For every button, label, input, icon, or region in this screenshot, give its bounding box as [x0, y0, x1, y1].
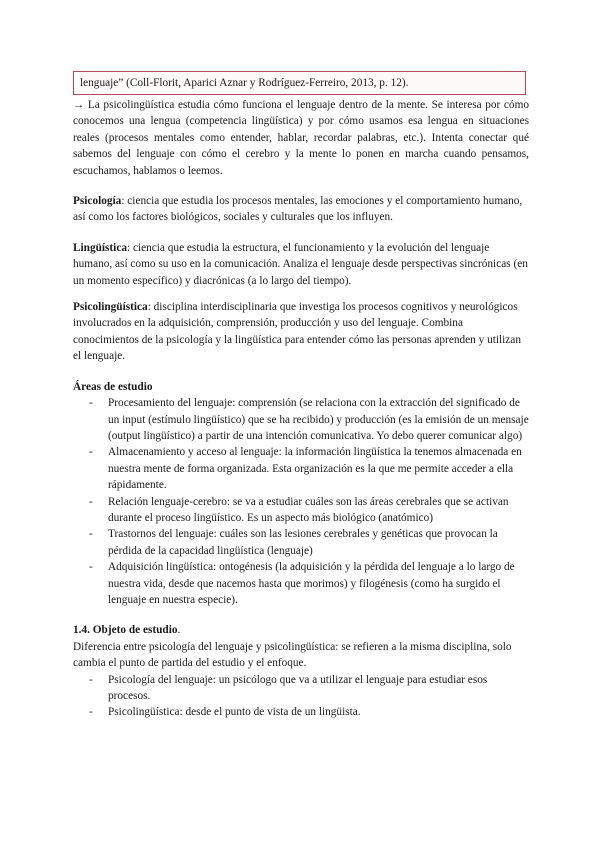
- list-item-text: Procesamiento del lenguaje: comprensión (se relaciona con la extracción del significado de un input (estímulo lingüístico) que se ha recibido) y producción (es la emisión de un mensaje (output lingüístico) a partir de una intención comunicativa. Yo debo querer comunicar algo): [108, 397, 529, 442]
- intro-paragraph: → La psicolingüística estudia cómo funciona el lenguaje dentro de la mente. Se interesa por cómo conocemos una lengua (competencia lingüística) y por cómo usamos esa lengua en situaciones reales (procesos mentales como entender, hablar, recordar palabras, etc.). Intenta conectar qué sabemos del lenguaje con cómo el cerebro y la mente lo ponen en marcha cuando pensamos, escuchamos, hablamos o leemos.: [73, 99, 529, 177]
- list-item-text: Relación lenguaje-cerebro: se va a estudiar cuáles son las áreas cerebrales que se activan durante el proceso lingüístico. Es un aspecto más biológico (anatómico): [108, 495, 509, 524]
- areas-list: [73, 395, 529, 608]
- definition-term: Psicolingüística: [73, 301, 148, 314]
- list-item: [73, 526, 529, 559]
- list-item: [73, 704, 529, 720]
- list-dash: -: [89, 706, 93, 719]
- object-heading-tail: .: [177, 624, 181, 637]
- object-list: [73, 672, 529, 721]
- quote-text: lenguaje” (Coll-Florit, Aparici Aznar y Rodríguez-Ferreiro, 2013, p. 12).: [80, 77, 409, 89]
- object-heading: [73, 622, 529, 638]
- definition-text: : ciencia que estudia los procesos mentales, las emociones y el comportamiento humano, así como los factores biológicos, sociales y culturales que los influyen.: [73, 195, 523, 224]
- list-dash: -: [89, 673, 93, 686]
- definition-term: Psicología: [73, 195, 122, 208]
- quote-box: [73, 71, 526, 95]
- areas-heading: Áreas de estudio: [73, 380, 153, 393]
- object-paragraph: Diferencia entre psicología del lenguaje y psicolingüística: se refieren a la misma disciplina, solo cambia el punto de partida del estudio y el enfoque.: [73, 640, 512, 670]
- document-body: [73, 97, 529, 721]
- list-item: [73, 672, 529, 705]
- list-item: [73, 559, 529, 608]
- list-item: [73, 494, 529, 527]
- list-item: [73, 444, 529, 493]
- object-heading-title: 1.4. Objeto de estudio: [73, 624, 178, 637]
- definition-text: : disciplina interdisciplinaria que investiga los procesos cognitivos y neurológicos involucrados en la adquisición, comprensión, producción y uso del lenguaje. Combina conocimientos de la psicología y la lingüística para entender cómo las personas aprenden y utilizan el lenguaje.: [73, 301, 521, 363]
- list-item-text: Trastornos del lenguaje: cuáles son las lesiones cerebrales y genéticas que provocan la pérdida de la capacidad lingüística (lenguaje): [108, 528, 498, 557]
- list-dash: -: [89, 495, 93, 508]
- list-item-text: Psicología del lenguaje: un psicólogo que va a utilizar el lenguaje para estudiar esos procesos.: [108, 673, 488, 702]
- list-dash: -: [89, 561, 93, 574]
- list-dash: -: [89, 397, 93, 410]
- list-item: [73, 395, 529, 444]
- list-item-text: Adquisición lingüística: ontogénesis (la adquisición y la pérdida del lenguaje a lo largo de nuestra vida, desde que nacemos hasta que morimos) y filogénesis (como ha surgido el lenguaje en nuestra especie).: [108, 561, 515, 606]
- definition-text: : ciencia que estudia la estructura, el funcionamiento y la evolución del lenguaje humano, así como su uso en la comunicación. Analiza el lenguaje desde perspectivas sincrónicas (en un momento específico) y diacrónicas (a lo largo del tiempo).: [73, 241, 528, 287]
- list-item-text: Psicolingüística: desde el punto de vista de un lingüista.: [108, 706, 361, 719]
- definition-linguistica: [73, 240, 529, 289]
- list-dash: -: [89, 528, 93, 541]
- list-item-text: Almacenamiento y acceso al lenguaje: la información lingüística la tenemos almacenada en nuestra mente de forma organizada. Esta organización es la que me permite acceder a ella rápidamente.: [108, 446, 522, 492]
- list-dash: -: [89, 446, 93, 459]
- definition-psicolinguistica: [73, 299, 529, 365]
- definition-term: Lingüística: [73, 241, 127, 254]
- definition-psicologia: [73, 193, 529, 226]
